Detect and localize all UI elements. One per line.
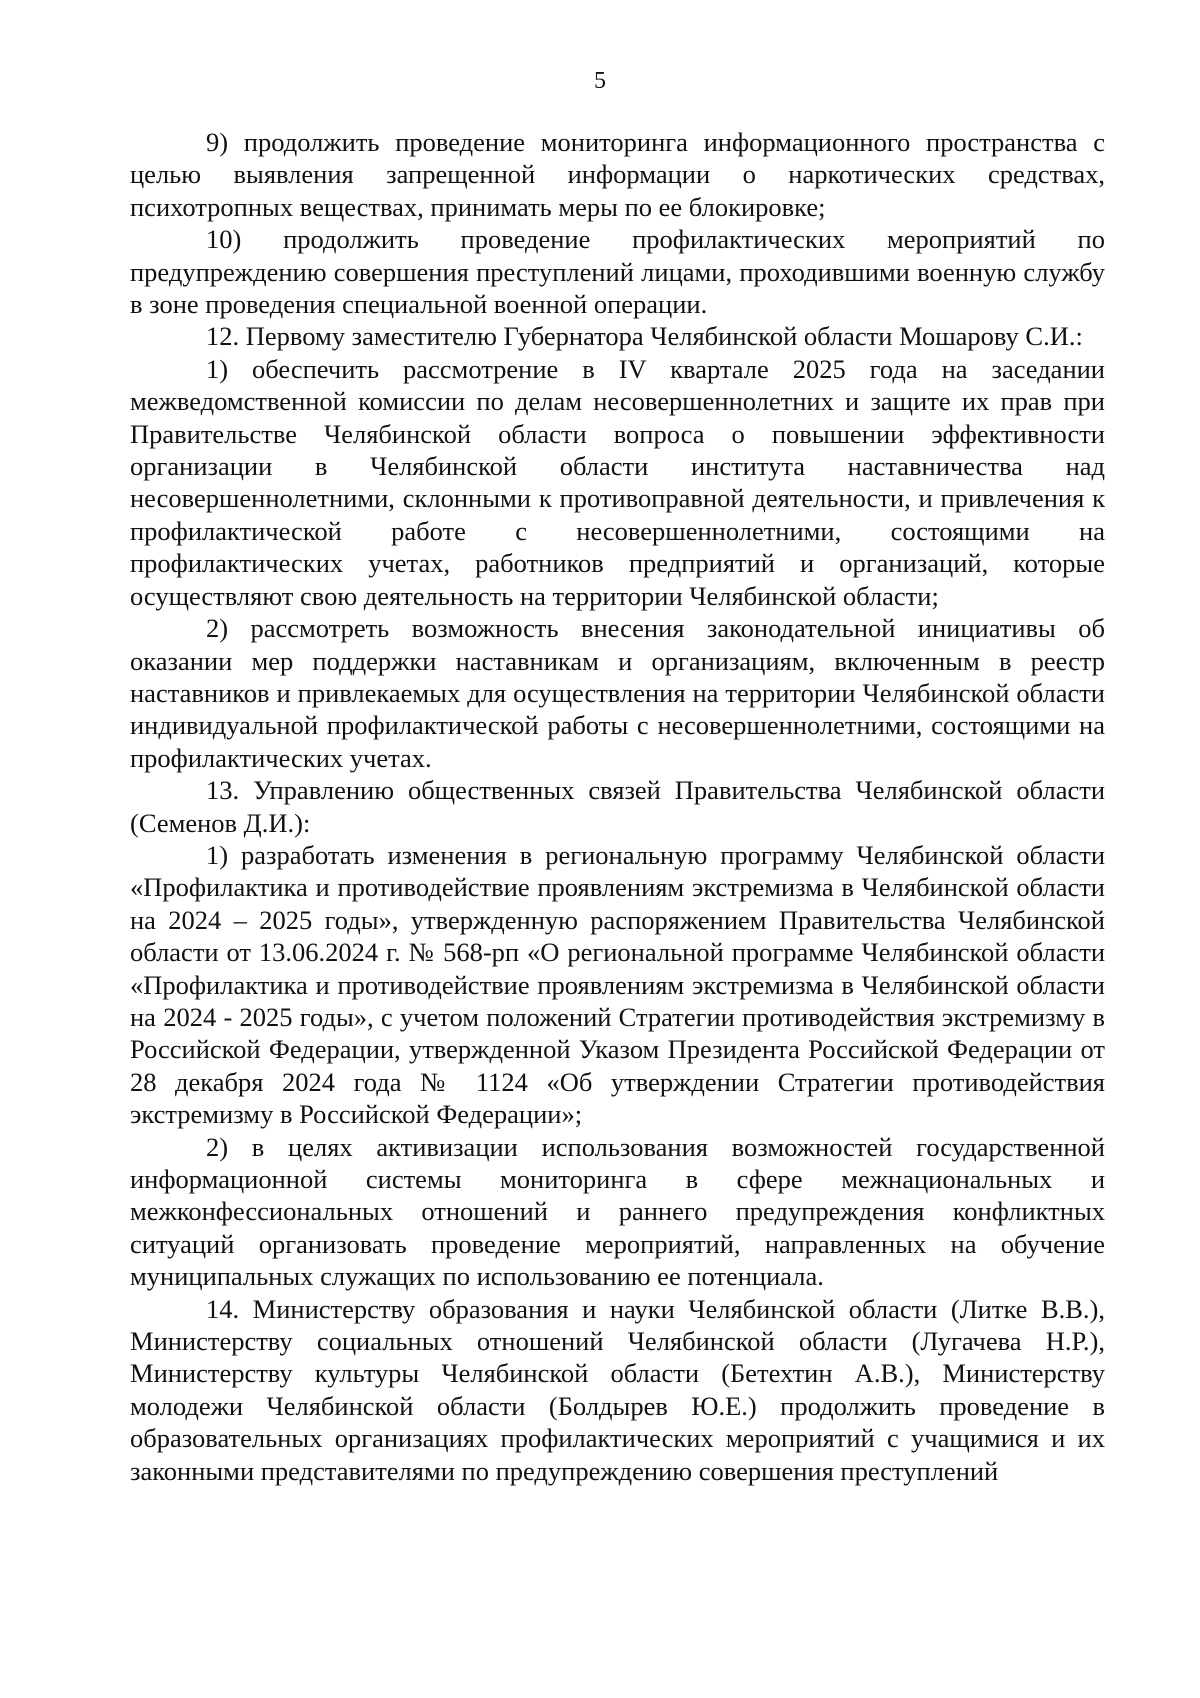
paragraph-section-13: 13. Управлению общественных связей Правительства Челябинской области (Семенов Д.И.): <box>130 775 1105 838</box>
document-body <box>130 126 1105 1487</box>
paragraph-12-item-1: 1) обеспечить рассмотрение в IV квартале 2025 года на заседании межведомственной комиссии по делам несовершеннолетних и защите их прав при Правительстве Челябинской области вопроса о повышении эффективности организации в Челябинской области института наставничества над несовершеннолетними, склонными к противоправной деятельности, и привлечения к профилактической работе с несовершеннолетними, состоящими на профилактических учетах, работников предприятий и организаций, которые осуществляют свою деятельность на территории Челябинской области; <box>130 353 1105 611</box>
paragraph-13-item-1: 1) разработать изменения в региональную программу Челябинской области «Профилактика и противодействие проявлениям экстремизма в Челябинской области на 2024 – 2025 годы», утвержденную распоряжением Правительства Челябинской области от 13.06.2024 г. № 568-рп «О региональной программе Челябинской области «Профилактика и противодействие проявлениям экстремизма в Челябинской области на 2024 - 2025 годы», с учетом положений Стратегии противодействия экстремизму в Российской Федерации, утвержденной Указом Президента Российской Федерации от 28 декабря 2024 года № 1124 «Об утверждении Стратегии противодействия экстремизму в Российской Федерации»; <box>130 839 1105 1130</box>
paragraph-12-item-2: 2) рассмотреть возможность внесения законодательной инициативы об оказании мер поддержки наставникам и организациям, включенным в реестр наставников и привлекаемых для осуществления на территории Челябинской области индивидуальной профилактической работы с несовершеннолетними, состоящими на профилактических учетах. <box>130 613 1105 773</box>
paragraph-section-12: 12. Первому заместителю Губернатора Челябинской области Мошарову С.И.: <box>206 321 1083 352</box>
paragraph-item-9: 9) продолжить проведение мониторинга информационного пространства с целью выявления запрещенной информации о наркотических средствах, психотропных веществах, принимать меры по ее блокировке; <box>130 127 1105 222</box>
page-number: 5 <box>594 68 606 94</box>
paragraph-section-14: 14. Министерству образования и науки Челябинской области (Литке В.В.), Министерству социальных отношений Челябинской области (Лугачева Н.Р.), Министерству культуры Челябинской области (Бетехтин А.В.), Министерству молодежи Челябинской области (Болдырев Ю.Е.) продолжить проведение в образовательных организациях профилактических мероприятий с учащимися и их законными представителями по предупреждению совершения преступлений <box>130 1293 1105 1486</box>
paragraph-13-item-2: 2) в целях активизации использования возможностей государственной информационной системы мониторинга в сфере межнациональных и межконфессиональных отношений и раннего предупреждения конфликтных ситуаций организовать проведение мероприятий, направленных на обучение муниципальных служащих по использованию ее потенциала. <box>130 1131 1105 1292</box>
paragraph-item-10: 10) продолжить проведение профилактических мероприятий по предупреждению совершения преступлений лицами, проходившими военную службу в зоне проведения специальной военной операции. <box>130 224 1105 320</box>
